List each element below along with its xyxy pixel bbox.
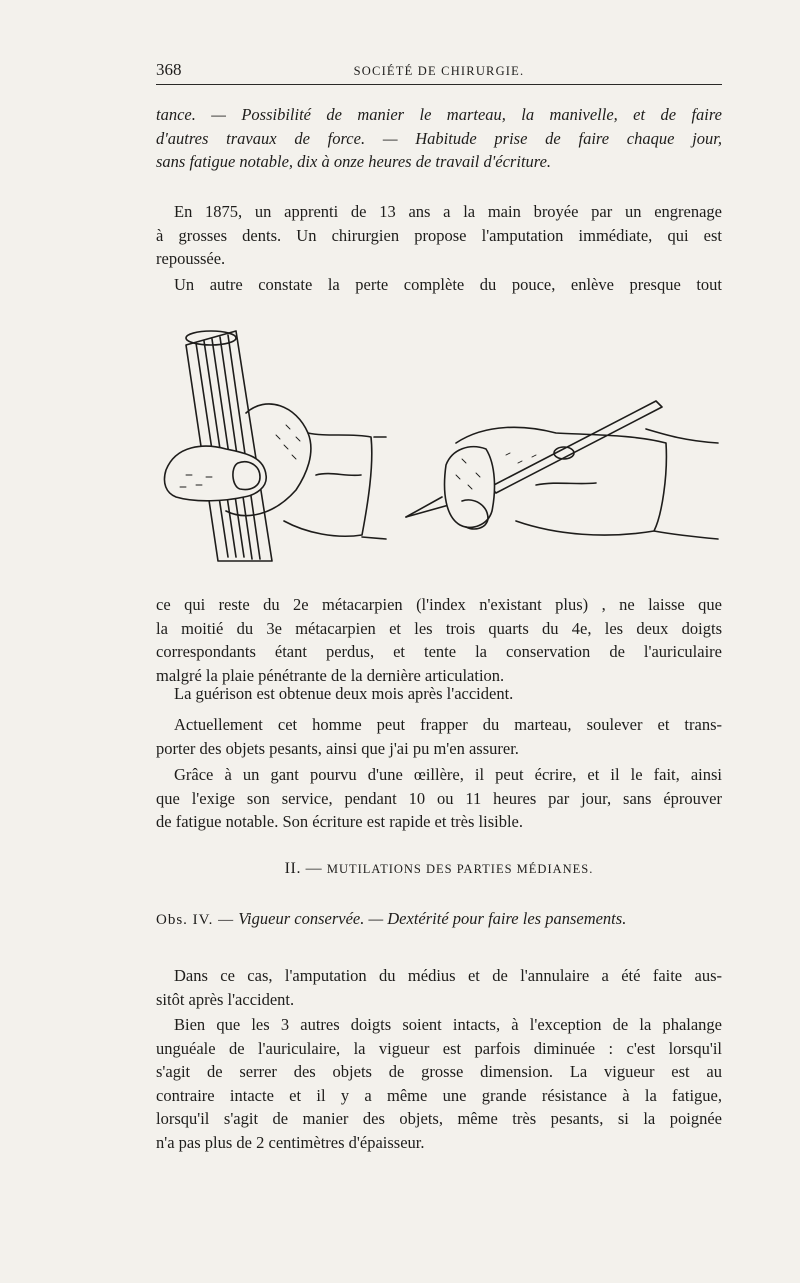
text-line: correspondants étant perdus, et tente la conservation de l'auriculaire <box>156 642 722 662</box>
text-line: unguéale de l'auriculaire, la vigueur est parfois diminuée : c'est lorsqu'il <box>156 1038 722 1058</box>
text-line: En 1875, un apprenti de 13 ans a la main broyée par un engrenage <box>174 202 722 221</box>
hand-illustration <box>156 325 722 575</box>
text-line: malgré la plaie pénétrante de la dernière articulation. <box>156 665 505 685</box>
text-line: Bien que les 3 autres doigts soient intacts, à l'exception de la phalange <box>174 1015 722 1034</box>
right-hand-holding-pen <box>406 401 718 539</box>
page-header <box>156 58 722 85</box>
text-line: s'agit de serrer des objets de grosse dimension. La vigueur est au <box>156 1062 722 1082</box>
section-heading <box>156 860 722 878</box>
text-line: La guérison est obtenue deux mois après l'accident. <box>174 684 514 703</box>
text-line: Actuellement cet homme peut frapper du marteau, soulever et trans- <box>174 715 722 734</box>
paragraph-case-1875 <box>156 200 722 271</box>
paragraph-amputation <box>156 964 722 1011</box>
text-line: Un autre constate la perte complète du pouce, enlève presque tout <box>174 275 722 294</box>
page-number: 368 <box>156 60 182 79</box>
text-line: la moitié du 3e métacarpien et les trois quarts du 4e, les deux doigts <box>156 618 722 638</box>
text-line: lorsqu'il s'agit de manier des objets, même très pesants, si la poignée <box>156 1109 722 1129</box>
text-line: sitôt après l'accident. <box>156 989 295 1009</box>
text-line: que l'exige son service, pendant 10 ou 11 heures par jour, sans éprouver <box>156 788 722 808</box>
paragraph-other-surgeon <box>156 273 722 297</box>
text-line: sans fatigue notable, dix à onze heures de travail d'écriture. <box>156 152 552 172</box>
observation-title: Vigueur conservée. — Dextérité pour faire les pansements. <box>238 909 627 928</box>
paragraph-healing <box>156 682 722 706</box>
section-numeral: II. — <box>284 860 323 877</box>
text-line: Dans ce cas, l'amputation du médius et de l'annulaire a été faite aus- <box>174 966 722 985</box>
text-line: porter des objets pesants, ainsi que j'ai pu m'en assurer. <box>156 738 519 758</box>
paragraph-vigor <box>156 1013 722 1155</box>
paragraph-metacarpal <box>156 593 722 687</box>
paragraph-glove <box>156 763 722 834</box>
text-line: repoussée. <box>156 249 226 269</box>
text-line: ce qui reste du 2e métacarpien (l'index n'existant plus) , ne laisse que <box>156 595 722 614</box>
text-line: contraire intacte et il y a même une grande résistance à la fatigue, <box>156 1085 722 1105</box>
observation-label: Obs. IV. — <box>156 912 235 928</box>
text-line: n'a pas plus de 2 centimètres d'épaisseur. <box>156 1132 425 1152</box>
left-hand-gripping-handle <box>164 331 386 561</box>
text-line: à grosses dents. Un chirurgien propose l'amputation immédiate, qui est <box>156 225 722 245</box>
observation-heading <box>156 909 722 929</box>
text-line: tance. — Possibilité de manier le marteau, la manivelle, et de faire <box>156 105 722 124</box>
paragraph-current-state <box>156 713 722 760</box>
text-line: de fatigue notable. Son écriture est rapide et très lisible. <box>156 812 523 832</box>
section-title-text: MUTILATIONS DES PARTIES MÉDIANES. <box>326 862 594 876</box>
summary-paragraph <box>156 103 722 174</box>
text-line: d'autres travaux de force. — Habitude prise de faire chaque jour, <box>156 128 722 148</box>
text-line: Grâce à un gant pourvu d'une œillère, il peut écrire, et il le fait, ainsi <box>174 765 722 784</box>
running-head: SOCIÉTÉ DE CHIRURGIE. <box>353 64 525 78</box>
